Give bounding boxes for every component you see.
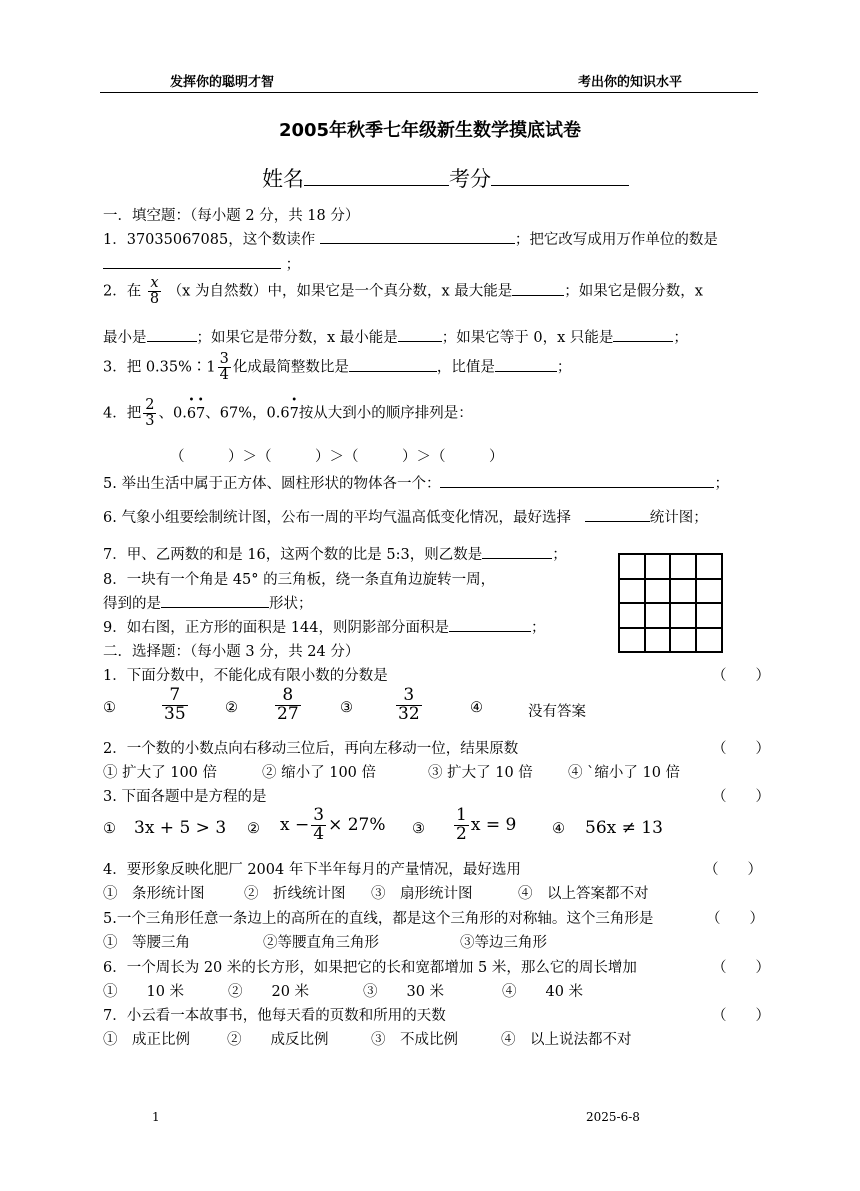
q6-text-a: 6. 气象小组要绘制统计图，公布一周的平均气温高低变化情况，最好选择 [103, 510, 571, 526]
q3-line [103, 352, 571, 383]
q8-text-c: 形状； [269, 596, 313, 612]
c3-question: 3. 下面各题中是方程的是 [103, 789, 267, 805]
c2-opt4[interactable]: ④ `缩小了 10 倍 [568, 765, 681, 781]
q7-text-b: ； [552, 547, 567, 563]
c1-opt2-mark[interactable]: ② [225, 700, 238, 716]
c4-opt4[interactable]: ④ 以上答案都不对 [518, 886, 649, 902]
c1-opt1-fraction: $\frac{7}{35}$ [164, 685, 186, 724]
q1-blank-read[interactable] [320, 229, 515, 244]
q3-fraction: $\frac{3}{4}$ [219, 351, 229, 384]
score-blank[interactable] [491, 165, 629, 186]
c6-opt3[interactable]: ③ 30 米 [363, 984, 445, 1000]
q1-text-a: 1．37035067085，这个数读作 [103, 232, 316, 248]
q3-text-b: 化成最简整数比是 [232, 359, 349, 376]
c4-opt3[interactable]: ③ 扇形统计图 [371, 886, 473, 902]
q2-blank-4[interactable] [613, 327, 673, 342]
c5-opt2[interactable]: ②等腰直角三角形 [263, 935, 379, 951]
q4-text-a: 4．把 [103, 405, 142, 422]
name-score-line [262, 163, 629, 193]
q7-line [103, 543, 567, 564]
q6-text-b: 统计图； [649, 510, 708, 526]
q4-line1 [103, 398, 473, 429]
c6-opt2[interactable]: ② 20 米 [228, 984, 310, 1000]
q2-blank-1[interactable] [512, 281, 564, 296]
c4-opt2[interactable]: ② 折线统计图 [244, 886, 346, 902]
c3-opt4-expr: 56x ≠ 13 [585, 818, 663, 838]
c3-answer-paren[interactable]: （ ） [712, 789, 770, 805]
q2-text-g: ； [673, 330, 688, 346]
c7-opt2[interactable]: ② 成反比例 [227, 1032, 329, 1048]
q3-text-d: ； [556, 359, 572, 376]
q8-text-b: 得到的是 [103, 596, 161, 612]
c3-opt3-expr: $\frac{1}{2}$ x = 9 [456, 805, 517, 844]
c3-opt2-mark[interactable]: ② [247, 821, 260, 837]
q9-text-a: 9．如右图，正方形的面积是 144，则阴影部分面积是 [103, 620, 450, 636]
c1-question: 1．下面分数中，不能化成有限小数的分数是 [103, 668, 388, 684]
q4-repeating-digit-1: • 6 [187, 406, 196, 422]
c5-opt1[interactable]: ① 等腰三角 [103, 935, 190, 951]
c7-opt3[interactable]: ③ 不成比例 [371, 1032, 458, 1048]
q2-blank-3[interactable] [398, 327, 442, 342]
header-right-slogan: 考出你的知识水平 [578, 75, 683, 90]
q2-text-d: 最小是 [103, 330, 147, 346]
q5-text-b: ； [714, 476, 729, 492]
q9-line [103, 616, 546, 637]
c7-opt1[interactable]: ① 成正比例 [103, 1032, 190, 1048]
c6-opt1[interactable]: ① 10 米 [103, 984, 185, 1000]
q2-blank-2[interactable] [147, 327, 197, 342]
part2-heading: 二．选择题：（每小题 3 分，共 24 分） [103, 644, 360, 660]
exam-title: 2005年秋季七年级新生数学摸底试卷 [278, 120, 582, 141]
c1-opt2-fraction: $\frac{8}{27}$ [277, 685, 299, 724]
name-blank[interactable] [304, 165, 449, 186]
q4-fraction: $\frac{2}{3}$ [145, 397, 155, 430]
header-rule [100, 92, 758, 93]
q2-text-c: ；如果它是假分数，x [564, 283, 703, 300]
c1-opt3-mark[interactable]: ③ [340, 700, 353, 716]
q2-text-b: （x 为自然数）中，如果它是一个真分数，x 最大能是 [167, 283, 513, 300]
q4-repeating-digit-3: • 7 [290, 406, 299, 422]
name-label: 姓名 [262, 167, 304, 191]
q8-line2 [103, 592, 313, 613]
q1-blank-wan[interactable] [103, 254, 281, 269]
part1-heading: 一．填空题：（每小题 2 分，共 18 分） [103, 208, 360, 224]
c6-opt4[interactable]: ④ 40 米 [502, 984, 584, 1000]
q3-text-c: ，比值是 [436, 359, 495, 376]
q7-blank[interactable] [482, 544, 552, 559]
q8-line1: 8．一块有一个角是 45° 的三角板，绕一条直角边旋转一周， [103, 572, 496, 588]
c2-answer-paren[interactable]: （ ） [712, 741, 770, 757]
q2-fraction: $\frac{x}{8}$ [149, 275, 160, 308]
c1-opt4-text: 没有答案 [528, 704, 586, 720]
c7-opt4[interactable]: ④ 以上说法都不对 [501, 1032, 632, 1048]
c4-opt1[interactable]: ① 条形统计图 [103, 886, 205, 902]
c2-opt3[interactable]: ③ 扩大了 10 倍 [428, 765, 533, 781]
q6-line [103, 506, 708, 527]
q1-line1 [103, 228, 718, 249]
c5-answer-paren[interactable]: （ ） [706, 911, 764, 927]
c6-question: 6．一个周长为 20 米的长方形，如果把它的长和宽都增加 5 米，那么它的周长增加 [103, 960, 637, 976]
q1-text-b: ；把它改写成用万作单位的数是 [514, 232, 718, 248]
c6-answer-paren[interactable]: （ ） [712, 960, 770, 976]
q4-answer-blanks[interactable]: （ ）＞（ ）＞（ ）＞（ ） [170, 449, 504, 465]
q4-text-d: 按从大到小的顺序排列是： [298, 405, 473, 422]
c3-opt2-expr: x − $\frac{3}{4}$ × 27% [280, 805, 386, 844]
c3-opt4-mark[interactable]: ④ [552, 821, 565, 837]
q7-text-a: 7．甲、乙两数的和是 16，这两个数的比是 5:3，则乙数是 [103, 547, 483, 563]
q1-text-c: ； [285, 257, 301, 273]
square-grid-figure [618, 553, 723, 653]
q4-repeating-digit-2: • 7 [196, 406, 205, 422]
q2-line1 [103, 276, 703, 307]
q2-text-f: ；如果它等于 0，x 只能是 [441, 330, 614, 346]
c1-opt1-mark[interactable]: ① [103, 700, 116, 716]
q5-line [103, 472, 729, 493]
q1-line2 [103, 253, 300, 274]
q9-blank[interactable] [449, 617, 531, 632]
q2-line2 [103, 326, 688, 347]
c1-opt4-mark[interactable]: ④ [470, 700, 483, 716]
c5-opt3[interactable]: ③等边三角形 [460, 935, 547, 951]
c2-question: 2．一个数的小数点向右移动三位后，再向左移动一位，结果原数 [103, 741, 519, 757]
c7-answer-paren[interactable]: （ ） [712, 1008, 770, 1024]
c3-opt1-mark[interactable]: ① [103, 821, 116, 837]
q4-text-c: 、67%，0.6 [205, 405, 290, 422]
q5-blank[interactable] [440, 473, 714, 488]
c3-opt1-expr: 3x + 5 > 3 [134, 818, 227, 838]
c5-question: 5.一个三角形任意一条边上的高所在的直线，都是这个三角形的对称轴。这个三角形是 [103, 911, 654, 927]
c2-opt1[interactable]: ① 扩大了 100 倍 [103, 765, 218, 781]
c7-question: 7．小云看一本故事书，他每天看的页数和所用的天数 [103, 1008, 446, 1024]
q2-text-e: ；如果它是带分数，x 最小能是 [196, 330, 398, 346]
c3-opt3-mark[interactable]: ③ [412, 821, 425, 837]
header-left-slogan: 发挥你的聪明才智 [170, 75, 275, 90]
c4-answer-paren[interactable]: （ ） [704, 862, 762, 878]
score-label: 考分 [449, 167, 491, 191]
q3-blank-ratio[interactable] [349, 357, 437, 372]
c1-opt3-fraction: $\frac{3}{32}$ [398, 685, 420, 724]
c2-opt2[interactable]: ② 缩小了 100 倍 [262, 765, 377, 781]
q3-blank-value[interactable] [495, 357, 557, 372]
q6-blank[interactable] [585, 507, 650, 522]
q5-text-a: 5. 举出生活中属于正方体、圆柱形状的物体各一个： [103, 476, 441, 492]
q2-text-a: 2．在 [103, 283, 142, 300]
q4-text-b: 、0. [158, 405, 187, 422]
page-number: 1 [152, 1110, 160, 1124]
q3-text-a: 3．把 0.35%∶1 [103, 359, 216, 376]
q9-text-b: ； [531, 620, 546, 636]
c1-answer-paren[interactable]: （ ） [712, 668, 770, 684]
footer-date: 2025-6-8 [586, 1110, 640, 1124]
q8-blank[interactable] [161, 593, 269, 608]
c4-question: 4．要形象反映化肥厂 2004 年下半年每月的产量情况，最好选用 [103, 862, 521, 878]
